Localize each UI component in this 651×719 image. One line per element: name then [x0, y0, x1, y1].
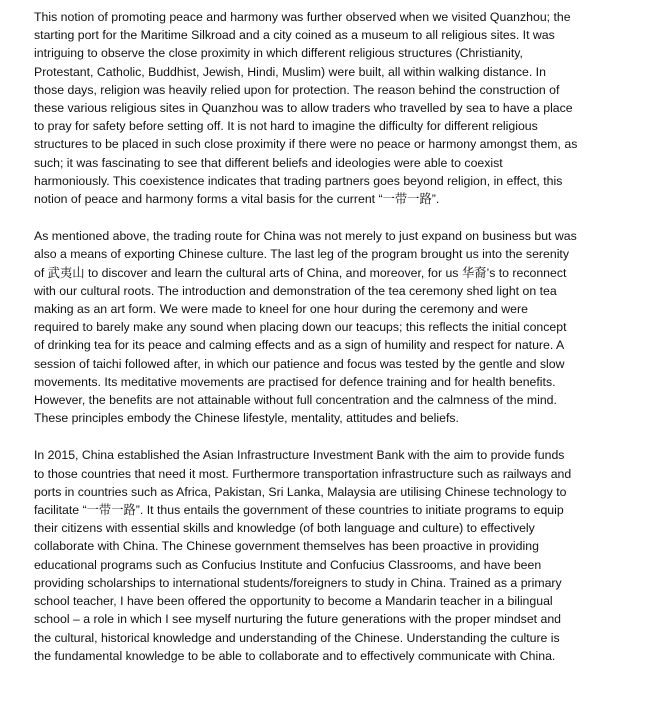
- text-line: to pray for safety before setting off. It is not hard to imagine the difficulty for different religious: [34, 119, 538, 134]
- text-line: intriguing to observe the close proximity in which different religious structures (Christianity,: [34, 46, 523, 61]
- text-line: of 武夷山 to discover and learn the cultural arts of China, and moreover, for us 华裔’s to reconnect: [34, 265, 567, 280]
- text-line: also a means of exporting Chinese culture. The last leg of the program brought us into the serenity: [34, 247, 569, 262]
- text-line: their citizens with essential skills and knowledge (of both language and culture) to effectively: [34, 521, 535, 536]
- paragraph-culture: [34, 227, 626, 427]
- text-line: movements. Its meditative movements are practised for defence training and for health benefits.: [34, 374, 556, 389]
- text-line: with our cultural roots. The introduction and demonstration of the tea ceremony shed light on tea: [34, 283, 557, 298]
- text-line: these various religious sites in Quanzhou was to allow traders who travelled by sea to have a place: [34, 101, 573, 116]
- text-line: In 2015, China established the Asian Infrastructure Investment Bank with the aim to provide funds: [34, 448, 565, 463]
- text-line: required to barely make any sound when placing down our teacups; this reflects the initial concept: [34, 320, 567, 335]
- text-line: starting port for the Maritime Silkroad and a city coined as a museum to all religious sites. It was: [34, 28, 555, 43]
- text-line: notion of peace and harmony forms a vital basis for the current “一带一路”.: [34, 192, 440, 207]
- text-line: those days, religion was heavily relied upon for protection. The reason behind the construction of: [34, 82, 560, 97]
- text-line: providing scholarships to international students/foreigners to study in China. Trained as a primary: [34, 575, 562, 590]
- text-line: collaborate with China. The Chinese government themselves has been proactive in providing: [34, 539, 539, 554]
- text-line: educational programs such as Confucius Institute and Confucius Classrooms, and have been: [34, 557, 542, 572]
- text-line: These principles embody the Chinese lifestyle, mentality, attitudes and beliefs.: [34, 411, 459, 426]
- text-line: the cultural, historical knowledge and understanding of the Chinese. Understanding the culture is: [34, 630, 560, 645]
- text-line: As mentioned above, the trading route for China was not merely to just expand on business but was: [34, 229, 577, 244]
- paragraph-aiib: [34, 446, 626, 664]
- text-line: Protestant, Catholic, Buddhist, Jewish, Hindi, Muslim) were built, all within walking distance. In: [34, 64, 546, 79]
- text-line: ports in countries such as Africa, Pakistan, Sri Lanka, Malaysia are utilising Chinese technology to: [34, 484, 567, 499]
- text-line: of drinking tea for its peace and calming effects and as a sign of humility and respect for nature. A: [34, 338, 565, 353]
- text-line: This notion of promoting peace and harmony was further observed when we visited Quanzhou; the: [34, 10, 571, 24]
- text-line: school teacher, I have been offered the opportunity to become a Mandarin teacher in a bilingual: [34, 594, 553, 609]
- text-line: school – a role in which I see myself nurturing the future generations with the proper mindset and: [34, 612, 562, 627]
- text-line: facilitate “一带一路”. It thus entails the government of these countries to initiate programs to equip: [34, 503, 564, 518]
- text-line: to those countries that need it most. Furthermore transportation infrastructure such as railways and: [34, 466, 572, 481]
- text-line: session of taichi followed after, in which our patience and focus was tested by the gentle and slow: [34, 356, 565, 371]
- text-line: such; it was fascinating to see that different beliefs and ideologies were able to coexist: [34, 155, 503, 170]
- text-line: the fundamental knowledge to be able to collaborate and to effectively communicate with China.: [34, 648, 556, 663]
- text-line: harmoniously. This coexistence indicates that trading partners goes beyond religion, in effect, this: [34, 173, 563, 188]
- paragraph-quanzhou: [34, 8, 626, 208]
- text-line: structures to be placed in such close proximity if there were no peace or harmony amongst them, as: [34, 137, 578, 152]
- document-body: [34, 8, 626, 665]
- text-line: However, the benefits are not attainable without full concentration and the calmness of the mind.: [34, 393, 557, 408]
- text-line: making as an art form. We were made to kneel for one hour during the ceremony and were: [34, 302, 528, 317]
